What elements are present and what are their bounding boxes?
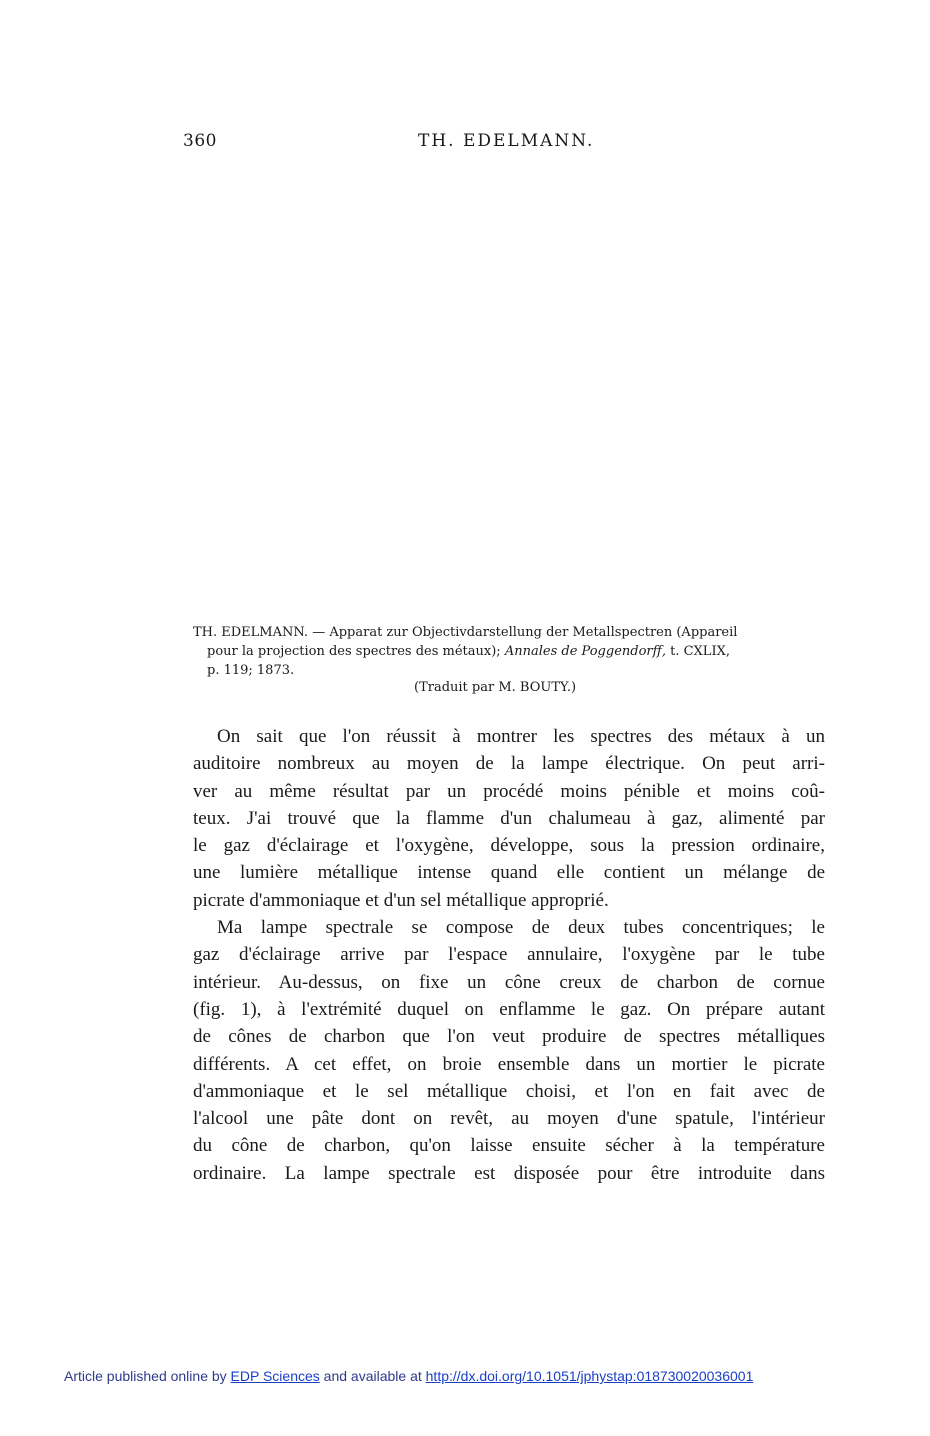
text-line: l'alcool une pâte dont on revêt, au moyen d'une spatule, l'intérieur	[193, 1108, 825, 1130]
text-line: gaz d'éclairage arrive par l'espace annulaire, l'oxygène par le tube	[193, 944, 825, 966]
reference-line-1: TH. EDELMANN. — Apparat zur Objectivdarstellung der Metallspectren (Appareil	[193, 625, 738, 640]
footer-middle: and available at	[319, 1368, 426, 1384]
text-line: de cônes de charbon que l'on veut produire de spectres métalliques	[193, 1026, 825, 1048]
text-line: d'ammoniaque et le sel métallique choisi, et l'on en fait avec de	[193, 1080, 825, 1102]
text-line: Ma lampe spectrale se compose de deux tubes concentriques; le	[217, 917, 825, 939]
text-line: différents. A cet effet, on broie ensemble dans un mortier le picrate	[193, 1053, 825, 1075]
article-body	[193, 723, 825, 1187]
publisher-link[interactable]: EDP Sciences	[230, 1368, 320, 1384]
translator-credit: (Traduit par M. BOUTY.)	[414, 680, 577, 695]
text-line: On sait que l'on réussit à montrer les spectres des métaux à un	[217, 726, 825, 747]
bibliographic-reference	[193, 623, 825, 680]
text-line: teux. J'ai trouvé que la flamme d'un chalumeau à gaz, alimenté par	[193, 807, 825, 829]
publication-footer	[64, 1368, 753, 1384]
reference-line-2	[193, 642, 825, 661]
text-line: auditoire nombreux au moyen de la lampe électrique. On peut arri-	[193, 753, 825, 775]
reference-line-2-prefix: pour la projection des spectres des métaux);	[207, 644, 505, 659]
text-line: intérieur. Au-dessus, on fixe un cône creux de charbon de cornue	[193, 971, 825, 993]
reference-line-3: p. 119; 1873.	[207, 663, 295, 678]
text-line: (fig. 1), à l'extrémité duquel on enflamme le gaz. On prépare autant	[193, 998, 825, 1020]
reference-line-2-suffix: t. CXLIX,	[665, 644, 730, 659]
paragraph-2	[193, 914, 825, 1187]
footer-prefix: Article published online by	[64, 1368, 231, 1384]
running-title: TH. EDELMANN.	[418, 131, 595, 151]
paragraph-1	[193, 723, 825, 914]
text-line: du cône de charbon, qu'on laisse ensuite sécher à la température	[193, 1135, 825, 1157]
doi-link[interactable]: http://dx.doi.org/10.1051/jphystap:018730020036001	[425, 1368, 754, 1384]
text-line: ver au même résultat par un procédé moins pénible et moins coû-	[193, 780, 825, 802]
text-line: une lumière métallique intense quand elle contient un mélange de	[193, 862, 825, 884]
text-line: le gaz d'éclairage et l'oxygène, développe, sous la pression ordinaire,	[193, 835, 825, 857]
text-line: ordinaire. La lampe spectrale est disposée pour être introduite dans	[193, 1162, 825, 1184]
text-line: picrate d'ammoniaque et d'un sel métallique approprié.	[193, 889, 609, 911]
journal-title: Annales de Poggendorff,	[504, 644, 666, 659]
page-number: 360	[183, 131, 217, 151]
